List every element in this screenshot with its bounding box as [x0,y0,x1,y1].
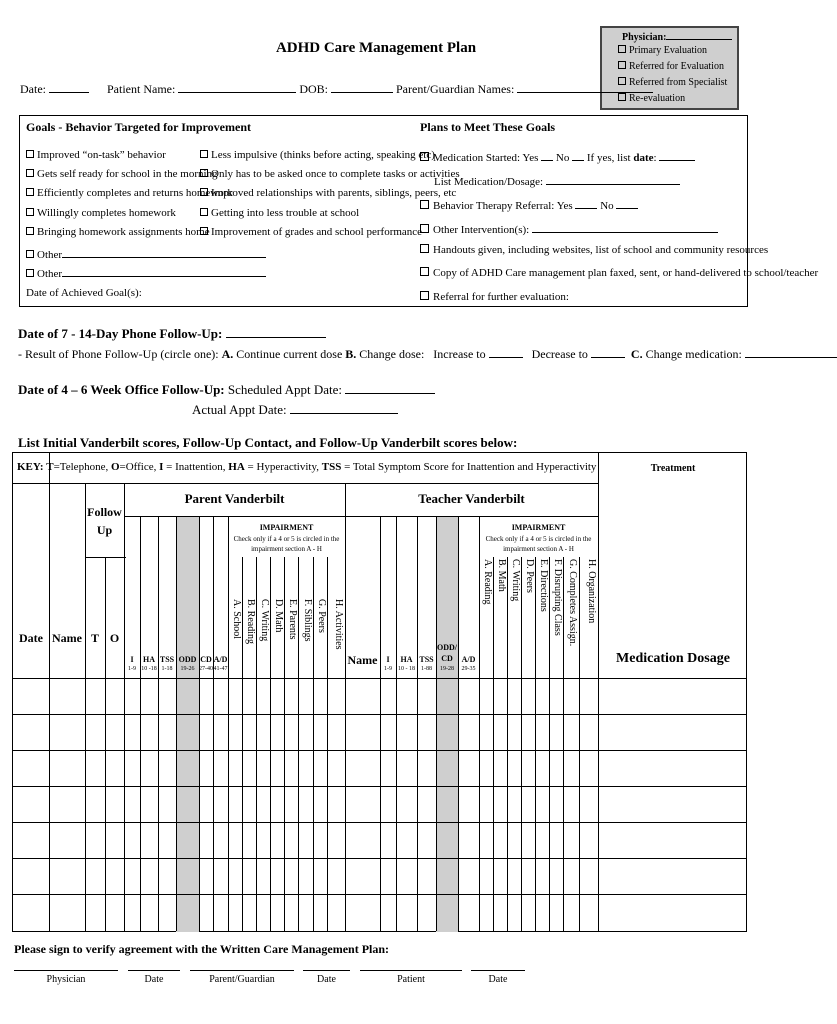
p-tss-header: TSS [159,655,175,664]
goal-on-task[interactable]: Improved “on-task” behavior [26,149,166,161]
checkbox-icon[interactable] [200,188,208,196]
goal-other-1[interactable]: Other [26,245,266,261]
physician-signature-line[interactable] [14,970,118,971]
page-title: ADHD Care Management Plan [275,40,477,56]
parent-impairment-header: IMPAIRMENT [259,523,314,532]
phone-result: - Result of Phone Follow-Up (circle one): A. Continue current dose B. Change dose: Increase to Decrease to C. Change medication: [18,345,837,362]
parent-impairment-activities: H. Activities [333,599,344,650]
checkbox-icon[interactable] [618,45,626,53]
checkbox-icon[interactable] [26,188,34,196]
teacher-impairment-organization: H. Organization [586,559,597,624]
goals-title: Goals - Behavior Targeted for Improvement [26,120,251,134]
t-oddcd-header: CD [441,654,453,663]
date-column-header: Date [19,631,43,645]
plan-handouts[interactable]: Handouts given, including websites, list of school and community resources [420,244,768,256]
p-ad-header: A/D [213,655,228,664]
checkbox-icon[interactable] [26,208,34,216]
plan-referral[interactable]: Referral for further evaluation: [420,291,569,303]
checkbox-icon[interactable] [26,169,34,177]
plan-list-medication: List Medication/Dosage: [434,172,680,188]
checkbox-icon[interactable] [200,227,208,235]
follow-header: Follow [87,505,122,519]
parent-names-label: Parent/Guardian Names: [396,82,515,96]
teacher-impairment-reading: A. Reading [482,559,493,605]
plan-medication-started[interactable]: Medication Started: Yes No If yes, list date: [420,148,695,164]
decrease-field[interactable] [591,345,625,358]
treatment-header: Treatment [650,463,696,474]
parent-impairment-siblings: F. Siblings [302,599,313,642]
medication-dosage-field[interactable] [546,172,680,185]
parent-impairment-note: Check only if a 4 or 5 is circled in the [233,535,340,543]
parent-impairment-school: A. School [231,599,242,639]
goal-asked-once[interactable]: Only has to be asked once to complete tasks or activities [200,168,460,180]
option-re-evaluation[interactable]: Re-evaluation [618,93,685,104]
p-odd-range: 19-26 [180,666,195,672]
teacher-impairment-completes-assign: G. Completes Assign. [567,559,578,647]
key-row: KEY: T=Telephone, O=Office, I = Inattention, HA = Hyperactivity, TSS = Total Symptom Score for Inattention and Hyperactivity [17,461,597,473]
checkbox-icon[interactable] [420,244,429,253]
patient-signature-line[interactable] [360,970,462,971]
p-odd-header: ODD [178,655,197,664]
option-primary-evaluation[interactable]: Primary Evaluation [618,45,707,56]
teacher-impairment-directions: E. Directions [538,559,549,612]
t-tss-header: TSS [419,655,434,664]
checkbox-icon[interactable] [26,269,34,277]
actual-date-field[interactable] [290,401,398,414]
other-field[interactable] [62,245,266,258]
p-ha-range: 10 -18 [141,666,157,672]
checkbox-icon[interactable] [420,291,429,300]
goal-grades[interactable]: Improvement of grades and school performance [200,226,422,238]
teacher-name-header: Name [347,653,378,667]
t-ad-range: 29-35 [461,666,476,672]
physician-signature-label: Physician [46,974,86,985]
parent-impairment-writing: C. Writing [259,599,270,642]
physician-box [600,26,739,110]
goal-self-ready[interactable]: Gets self ready for school in the morning [26,168,218,180]
t-column-header: T [90,631,99,645]
checkbox-icon[interactable] [420,152,429,161]
checkbox-icon[interactable] [26,250,34,258]
option-continue-dose[interactable]: Continue current dose [236,347,343,361]
t-i-range: 1-9 [384,666,392,672]
goal-less-impulsive[interactable]: Less impulsive (thinks before acting, speaking etc) [200,149,435,161]
parent-signature-line[interactable] [190,970,294,971]
patient-name-label: Patient Name: [107,82,176,96]
option-change-medication[interactable]: Change medication: [645,347,742,361]
physician-field[interactable] [666,30,732,40]
other-intervention-field[interactable] [532,220,718,233]
patient-name-field[interactable] [178,80,296,93]
phone-followup: Date of 7 - 14-Day Phone Follow-Up: [18,325,326,342]
checkbox-icon[interactable] [420,267,429,276]
parent-impairment-note: impairment section A - H [251,545,322,553]
t-i-header: I [386,655,390,664]
date-signature-label: Date [488,974,508,985]
teacher-impairment-peers: D. Peers [524,559,535,593]
checkbox-icon[interactable] [26,227,34,235]
goal-returns-homework[interactable]: Efficiently completes and returns homework [26,187,233,199]
parent-impairment-peers: G. Peers [316,599,327,633]
p-i-range: 1-9 [128,666,136,672]
checkbox-icon[interactable] [200,150,208,158]
p-ad-range: 41-47 [213,666,228,672]
goal-other-2[interactable]: Other [26,264,266,280]
plans-title: Plans to Meet These Goals [420,120,556,134]
t-oddcd-header: ODD/ [437,643,457,652]
medication-dosage-header: Medication Dosage [616,651,730,666]
change-medication-field[interactable] [745,345,837,358]
teacher-vanderbilt-header: Teacher Vanderbilt [418,491,525,506]
checkbox-icon[interactable] [420,224,429,233]
header-fields [20,80,653,97]
scheduled-date-field[interactable] [345,381,435,394]
p-cd-header: CD [200,655,212,664]
date-signature-line[interactable] [128,970,180,971]
parent-vanderbilt-header: Parent Vanderbilt [184,491,285,506]
parent-signature-label: Parent/Guardian [209,974,275,985]
office-followup: Date of 4 – 6 Week Office Follow-Up: Scheduled Appt Date: [18,381,435,398]
goals-plans-box [19,115,819,307]
p-i-header: I [130,655,134,664]
teacher-impairment-math: B. Math [496,559,507,592]
parent-impairment-reading: B. Reading [245,599,256,644]
plan-other-intervention[interactable]: Other Intervention(s): [420,220,718,236]
date-signature-label: Date [144,974,164,985]
p-ha-header: HA [143,655,155,664]
t-ha-range: 10 - 18 [398,666,415,672]
list-heading: List Initial Vanderbilt scores, Follow-Up Contact, and Follow-Up Vanderbilt scores below: [18,435,518,450]
checkbox-icon[interactable] [420,200,429,209]
vanderbilt-table [12,452,747,932]
checkbox-icon[interactable] [26,150,34,158]
teacher-impairment-note: impairment section A - H [503,545,574,553]
parent-names-field[interactable] [517,80,653,93]
physician-label: Physician: [622,32,667,43]
date-achieved-label: Date of Achieved Goal(s): [26,287,142,299]
actual-appt: Actual Appt Date: [192,401,398,418]
teacher-impairment-note: Check only if a 4 or 5 is circled in the [485,535,592,543]
teacher-impairment-writing: C. Writing [510,559,521,602]
increase-field[interactable] [489,345,523,358]
checkbox-icon[interactable] [200,208,208,216]
dob-field[interactable] [331,80,393,93]
goal-less-trouble[interactable]: Getting into less trouble at school [200,207,359,219]
up-header: Up [96,523,113,537]
p-cd-range: 27-40 [199,666,213,672]
date-signature-line[interactable] [303,970,350,971]
dob-label: DOB: [299,82,328,96]
date-signature-line[interactable] [471,970,525,971]
option-referred-for-evaluation[interactable]: Referred for Evaluation [618,61,724,72]
other-field[interactable] [62,264,266,277]
goal-relationships[interactable]: Improved relationships with parents, siblings, peers, etc [200,187,456,199]
plan-behavior-therapy[interactable]: Behavior Therapy Referral: Yes No [420,196,638,212]
goal-willingly-homework[interactable]: Willingly completes homework [26,207,176,219]
teacher-impairment-disrupting-class: F. Disrupting Class [552,559,563,636]
option-change-dose[interactable]: Change dose: [359,347,425,361]
plan-copy-faxed[interactable]: Copy of ADHD Care management plan faxed, sent, or hand-delivered to school/teacher [420,267,818,279]
p-tss-range: 1-18 [161,666,173,672]
patient-signature-label: Patient [397,974,425,985]
t-oddcd-range: 19-28 [440,666,454,672]
date-label: Date: [20,82,46,96]
parent-impairment-math: D. Math [273,599,284,633]
teacher-impairment-header: IMPAIRMENT [511,523,566,532]
checkbox-icon[interactable] [200,169,208,177]
medication-date-field[interactable] [659,148,695,161]
signature-prompt: Please sign to verify agreement with the Written Care Management Plan: [14,942,390,956]
phone-followup-date-field[interactable] [226,325,326,338]
t-ha-header: HA [400,655,413,664]
name-column-header: Name [52,631,82,645]
date-field[interactable] [49,80,89,93]
checkbox-icon[interactable] [618,61,626,69]
t-tss-range: 1-88 [421,666,432,672]
o-column-header: O [109,631,120,645]
t-ad-header: A/D [461,655,476,664]
parent-impairment-parents: E. Parents [287,599,298,640]
date-signature-label: Date [317,974,336,985]
goal-bringing-homework[interactable]: Bringing homework assignments home [26,226,210,238]
option-referred-from-specialist[interactable]: Referred from Specialist [618,77,727,88]
